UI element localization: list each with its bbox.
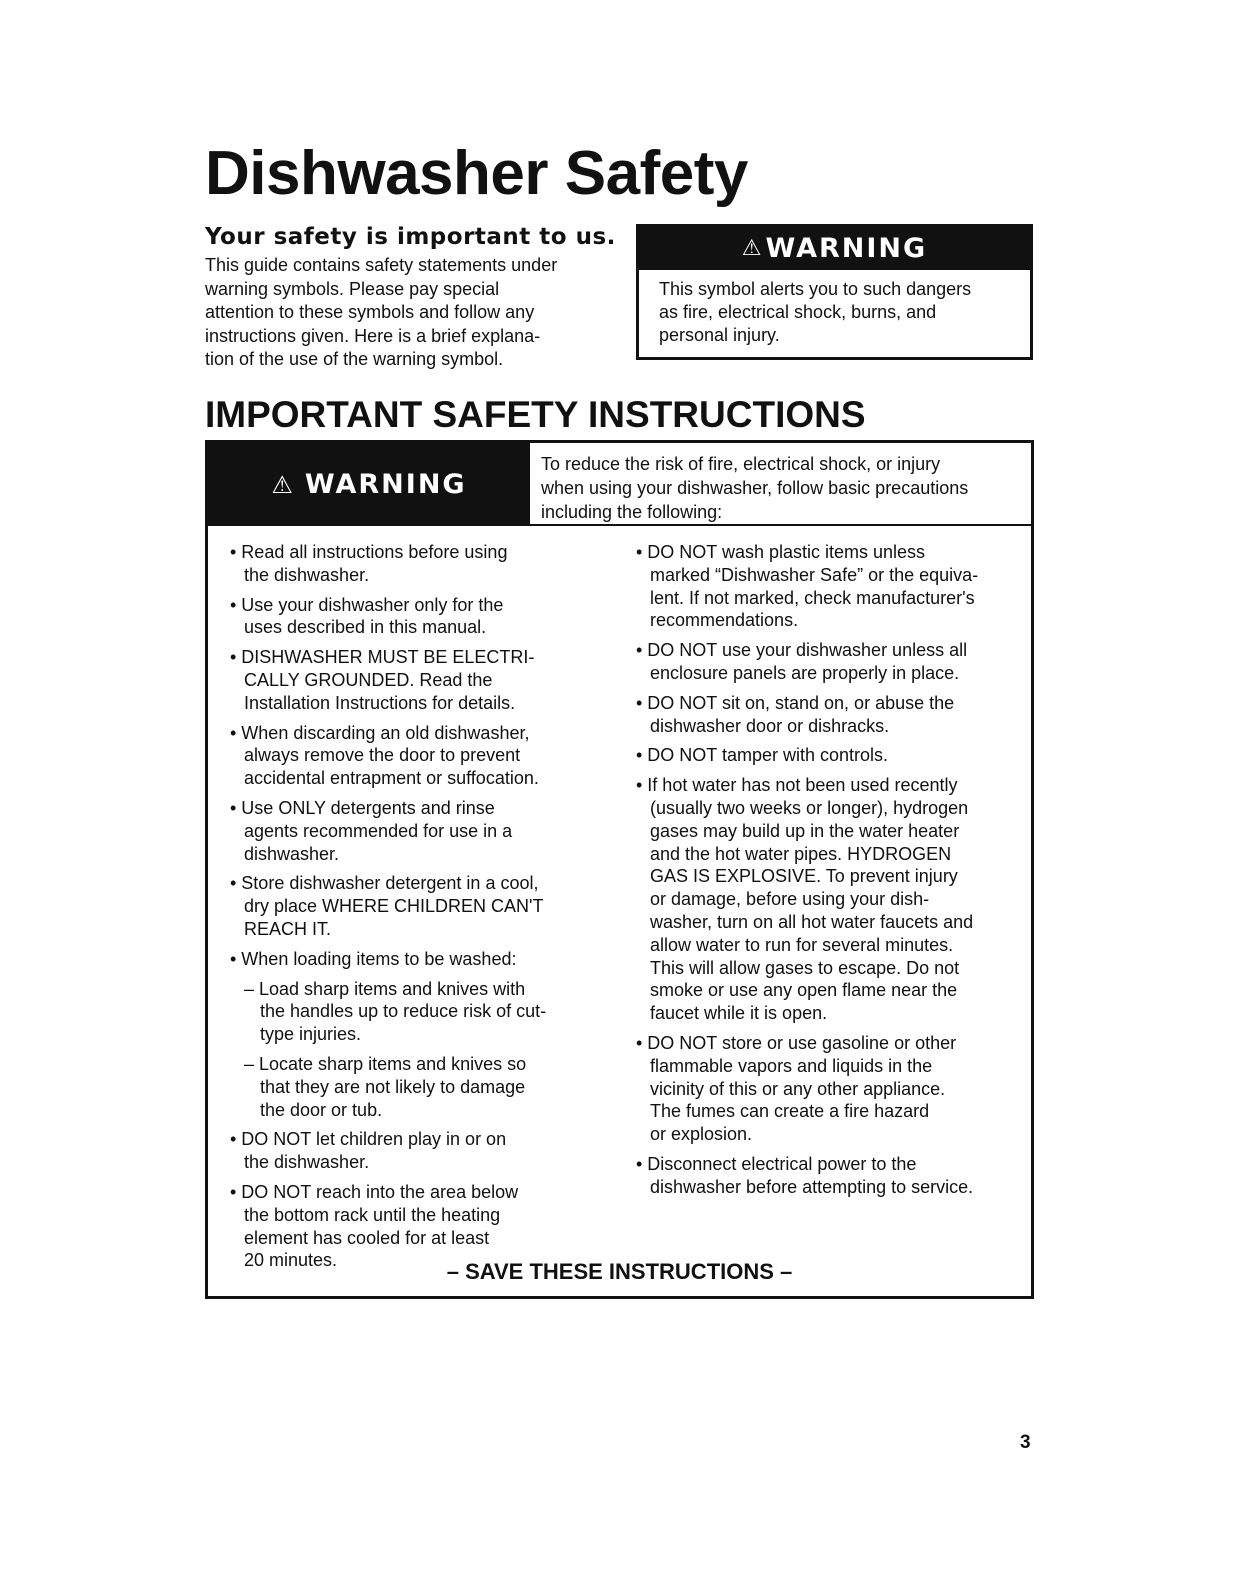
save-instructions-footer: – SAVE THESE INSTRUCTIONS – [446, 1259, 793, 1284]
warning-symbol-line: as fire, electrical shock, burns, and [659, 302, 937, 322]
list-item-line: faucet while it is open. [650, 1003, 828, 1024]
list-item-line: • DO NOT tamper with controls. [636, 745, 889, 766]
list-item-line: • Store dishwasher detergent in a cool, [230, 873, 539, 894]
list-item-line: allow water to run for several minutes. [650, 934, 954, 955]
list-item-line: • Disconnect electrical power to the [636, 1153, 917, 1174]
instructions-right-column [636, 541, 1016, 1206]
list-item-line: and the hot water pipes. HYDROGEN [650, 843, 952, 864]
list-item-line: 20 minutes. [244, 1250, 338, 1271]
intro-heading: Your safety is important to us. [205, 224, 616, 250]
list-item-line: the handles up to reduce risk of cut- [260, 1001, 547, 1022]
list-item-line: uses described in this manual. [244, 617, 487, 638]
list-item-line: recommendations. [650, 610, 799, 631]
list-item-line: • DO NOT store or use gasoline or other [636, 1032, 957, 1053]
sub-list-item [230, 978, 610, 1046]
list-item-line: or explosion. [650, 1124, 753, 1145]
list-item [636, 692, 1016, 738]
precautions-intro-line: To reduce the risk of fire, electrical shock, or injury [541, 454, 941, 474]
list-item [230, 722, 610, 790]
warning-symbol-box [636, 224, 1033, 360]
list-item-line: • When discarding an old dishwasher, [230, 722, 530, 743]
list-item [636, 1153, 1016, 1199]
intro-line: warning symbols. Please pay special [205, 278, 500, 299]
list-item-line: (usually two weeks or longer), hydrogen [650, 797, 969, 818]
warning-banner [208, 443, 530, 526]
list-item-line: that they are not likely to damage [260, 1076, 526, 1097]
list-item-line: type injuries. [260, 1024, 362, 1045]
warning-symbol-line: This symbol alerts you to such dangers [659, 279, 972, 299]
list-item-line: lent. If not marked, check manufacturer's [650, 587, 975, 608]
list-item-line: – Locate sharp items and knives so [244, 1053, 527, 1074]
list-item-line: This will allow gases to escape. Do not [650, 957, 960, 978]
list-item [230, 948, 610, 971]
list-item [230, 797, 610, 865]
list-item-line: • DO NOT use your dishwasher unless all [636, 640, 968, 661]
list-item-line: vicinity of this or any other appliance. [650, 1078, 946, 1099]
list-item-line: • DISHWASHER MUST BE ELECTRI- [230, 647, 535, 668]
instructions-left-column [230, 541, 610, 1279]
list-item [636, 541, 1016, 632]
list-item-line: • DO NOT wash plastic items unless [636, 542, 926, 562]
list-item-line: always remove the door to prevent [244, 745, 521, 766]
list-item-line: • Use ONLY detergents and rinse [230, 797, 495, 818]
warning-symbol-line: personal injury. [659, 325, 780, 345]
list-item-line: • DO NOT let children play in or on [230, 1129, 507, 1150]
list-item [636, 1032, 1016, 1146]
list-item-line: the dishwasher. [244, 564, 370, 585]
list-item-line: accidental entrapment or suffocation. [244, 768, 539, 789]
list-item-line: the dishwasher. [244, 1152, 370, 1173]
list-item-line: • Read all instructions before using [230, 542, 508, 562]
list-item [636, 744, 1016, 767]
list-item-line: REACH IT. [244, 918, 332, 939]
list-item-line: CALLY GROUNDED. Read the [244, 669, 493, 690]
sub-list-item [230, 1053, 610, 1121]
list-item-line: • When loading items to be washed: [230, 948, 517, 969]
list-item-line: the bottom rack until the heating [244, 1204, 501, 1225]
precautions-intro-line: including the following: [541, 502, 723, 522]
warning-triangle-icon: ⚠ [741, 236, 764, 261]
safety-instructions-box [205, 440, 1034, 1299]
list-item [636, 639, 1016, 685]
page-title: Dishwasher Safety [205, 139, 748, 208]
intro-paragraph [205, 254, 557, 372]
list-item-line: • DO NOT reach into the area below [230, 1181, 519, 1202]
list-item [230, 1128, 610, 1174]
list-item-line: dry place WHERE CHILDREN CAN'T [244, 896, 544, 917]
list-item-line: agents recommended for use in a [244, 820, 513, 841]
list-item-line: dishwasher. [244, 843, 340, 864]
list-item-line: flammable vapors and liquids in the [650, 1055, 933, 1076]
list-item [230, 541, 610, 587]
list-item-line: washer, turn on all hot water faucets and [650, 911, 974, 932]
warning-banner [639, 227, 1030, 270]
list-item-line: marked “Dishwasher Safe” or the equiva- [650, 564, 979, 585]
warning-banner-label: WARNING [765, 233, 928, 264]
list-item-line: • DO NOT sit on, stand on, or abuse the [636, 692, 955, 713]
intro-line: tion of the use of the warning symbol. [205, 349, 504, 369]
list-item [230, 594, 610, 640]
list-item [636, 774, 1016, 1025]
page-number: 3 [1020, 1432, 1031, 1453]
precautions-intro-line: when using your dishwasher, follow basic precautions [541, 478, 969, 498]
section-heading: IMPORTANT SAFETY INSTRUCTIONS [205, 394, 866, 435]
warning-symbol-description [639, 270, 1030, 347]
list-item-line: – Load sharp items and knives with [244, 978, 526, 999]
divider [208, 524, 1031, 526]
precautions-intro [541, 452, 968, 524]
intro-line: This guide contains safety statements under [205, 255, 558, 275]
intro-line: attention to these symbols and follow any [205, 302, 535, 322]
list-item-line: gases may build up in the water heater [650, 820, 960, 841]
list-item-line: enclosure panels are properly in place. [650, 662, 960, 683]
list-item-line: dishwasher before attempting to service. [650, 1176, 974, 1197]
list-item [230, 646, 610, 714]
list-item-line: or damage, before using your dish- [650, 889, 930, 910]
list-item-line: • If hot water has not been used recently [636, 775, 958, 796]
list-item-line: smoke or use any open flame near the [650, 980, 958, 1001]
list-item-line: • Use your dishwasher only for the [230, 594, 504, 615]
intro-line: instructions given. Here is a brief explana- [205, 325, 541, 346]
list-item-line: dishwasher door or dishracks. [650, 715, 890, 736]
list-item-line: The fumes can create a fire hazard [650, 1101, 930, 1122]
list-item-line: the door or tub. [260, 1099, 383, 1120]
warning-banner-label: WARNING [304, 469, 467, 500]
list-item-line: GAS IS EXPLOSIVE. To prevent injury [650, 866, 958, 887]
list-item [230, 872, 610, 940]
warning-triangle-icon: ⚠ [271, 470, 295, 499]
list-item-line: Installation Instructions for details. [244, 692, 516, 713]
list-item-line: element has cooled for at least [244, 1227, 490, 1248]
